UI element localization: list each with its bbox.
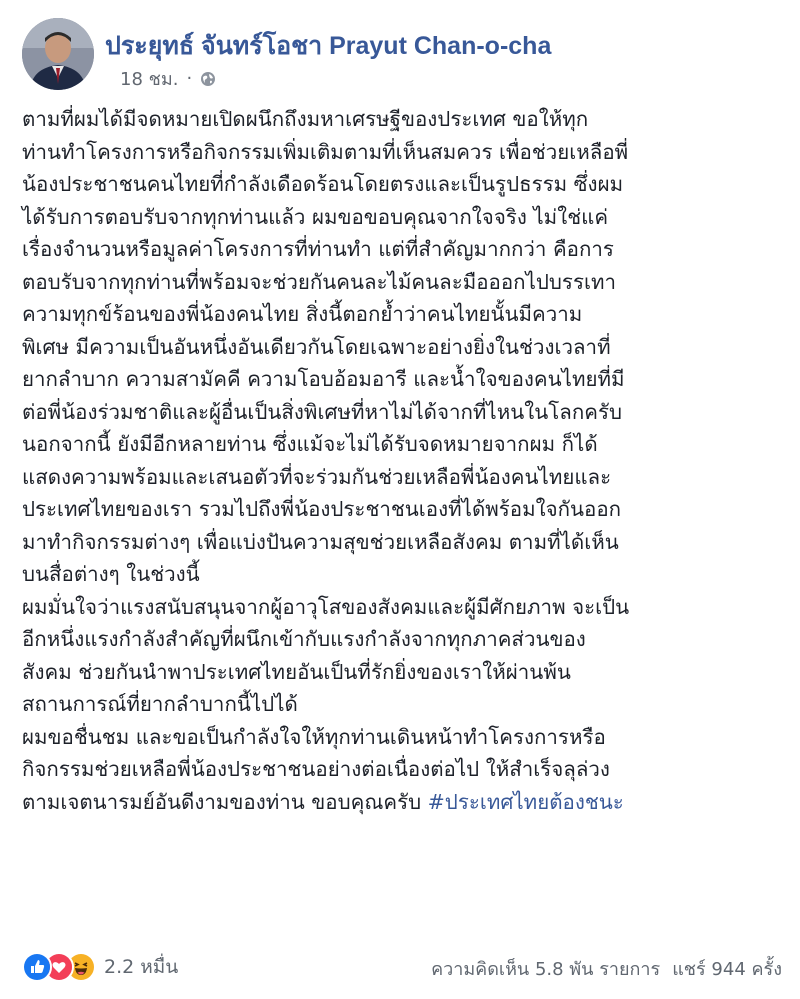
post-header [18,14,788,94]
avatar-photo [22,18,94,90]
post-line: นอกจากนี้ ยังมีอีกหลายท่าน ซึ่งแม้จะไม่ได้รับจดหมายจากผม ก็ได้ [22,432,598,456]
post-line: น้องประชาชนคนไทยที่กำลังเดือดร้อนโดยตรงและเป็นรูปธรรม ซึ่งผม [22,172,624,196]
post-body [22,103,792,818]
hashtag-link[interactable]: #ประเทศไทยต้องชนะ [427,789,624,814]
post-line: ยากลำบาก ความสามัคคี ความโอบอ้อมอารี และน้ำใจของคนไทยที่มี [22,367,625,391]
post-timestamp[interactable]: 18 ชม. [120,69,179,90]
post-line: ความทุกข์ร้อนของพี่น้องคนไทย สิ่งนี้ตอกย้ำว่าคนไทยนั้นมีความ [22,302,583,326]
post-line: ตามที่ผมได้มีจดหมายเปิดผนึกถึงมหาเศรษฐีของประเทศ ขอให้ทุก [22,107,589,131]
post-line: บนสื่อต่างๆ ในช่วงนี้ [22,562,200,586]
post-line: ประเทศไทยของเรา รวมไปถึงพี่น้องประชาชนเองที่ได้พร้อมใจกันออก [22,497,622,521]
comments-count-link[interactable]: ความคิดเห็น 5.8 พัน รายการ [431,959,661,980]
post-line: เรื่องจำนวนหรือมูลค่าโครงการที่ท่านทำ แต่ที่สำคัญมากกว่า คือการ [22,237,614,261]
post-line: สถานการณ์ที่ยากลำบากนี้ไปได้ [22,692,298,716]
post-line: แสดงความพร้อมและเสนอตัวที่จะร่วมกันช่วยเหลือพี่น้องคนไทยและ [22,464,612,489]
post-line-text: ตามเจตนารมย์อันดีงามของท่าน ขอบคุณครับ [22,789,428,814]
shares-count-link[interactable]: แชร์ 944 ครั้ง [672,959,782,980]
post-footer [18,944,782,984]
post-line: อีกหนึ่งแรงกำลังสำคัญที่ผนึกเข้ากับแรงกำลังจากทุกภาคส่วนของ [22,627,586,651]
post-line: มาทำกิจกรรมต่างๆ เพื่อแบ่งปันความสุขช่วยเหลือสังคม ตามที่ได้เห็น [22,529,619,554]
post-line: ได้รับการตอบรับจากทุกท่านแล้ว ผมขอขอบคุณจากใจจริง ไม่ใช่แค่ [22,204,609,229]
post-line: ตอบรับจากทุกท่านที่พร้อมจะช่วยกันคนละไม้คนละมือออกไปบรรเทา [22,269,616,294]
post-line: ท่านทำโครงการหรือกิจกรรมเพิ่มเติมตามที่เห็นสมควร เพื่อช่วยเหลือพี่ [22,139,629,164]
post-line: สังคม ช่วยกันนำพาประเทศไทยอันเป็นที่รักยิ่งของเราให้ผ่านพ้น [22,659,571,684]
post-line: ต่อพี่น้องร่วมชาติและผู้อื่นเป็นสิ่งพิเศษที่หาไม่ได้จากที่ไหนในโลกครับ [22,399,622,424]
engagement-stats [431,954,782,983]
post-line: กิจกรรมช่วยเหลือพี่น้องประชาชนอย่างต่อเนื่องต่อไป ให้สำเร็จลุล่วง [22,757,610,781]
globe-icon[interactable] [200,71,216,87]
meta-separator: · [186,68,193,89]
like-icon [22,952,52,982]
author-name[interactable]: ประยุทธ์ จันทร์โอชา Prayut Chan-o-cha [105,32,552,60]
reactions-summary[interactable] [22,952,178,982]
post-line: ผมมั่นใจว่าแรงสนับสนุนจากผู้อาวุโสของสังคมและผู้มีศักยภาพ จะเป็น [22,594,630,619]
post-line: ผมขอชื่นชม และขอเป็นกำลังใจให้ทุกท่านเดินหน้าทำโครงการหรือ [22,724,606,749]
reaction-count: 2.2 หมื่น [104,956,179,978]
post-meta [120,64,216,93]
author-avatar[interactable] [22,18,94,90]
post-last-line [22,786,792,819]
post-line: พิเศษ มีความเป็นอันหนึ่งอันเดียวกันโดยเฉพาะอย่างยิ่งในช่วงเวลาที่ [22,334,611,359]
